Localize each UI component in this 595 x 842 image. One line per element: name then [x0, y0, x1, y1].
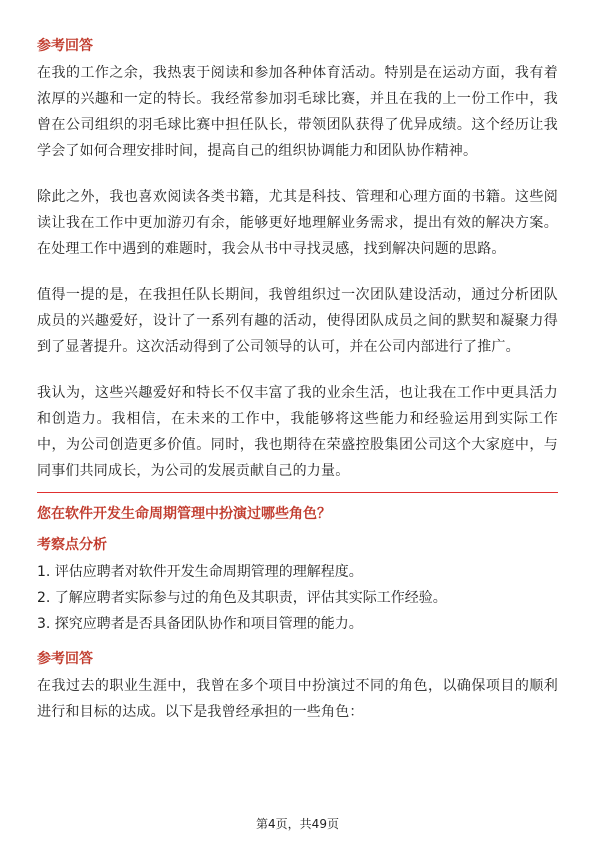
answer-paragraph-4: 我认为，这些兴趣爱好和特长不仅丰富了我的业余生活，也让我在工作中更具活力和创造力。我相信，在未来的工作中，我能够将这些能力和经验运用到实际工作中，为公司创造更多价值。同时，我也期待在荣盛控股集团公司这个大家庭中，与同事们共同成长，为公司的发展贡献自己的力量。	[37, 385, 558, 479]
answer-heading-2: 参考回答	[37, 651, 93, 667]
answer-paragraph-2: 除此之外，我也喜欢阅读各类书籍，尤其是科技、管理和心理方面的书籍。这些阅读让我在工作中更加游刃有余，能够更好地理解业务需求，提出有效的解决方案。在处理工作中遇到的难题时，我会从书中寻找灵感，找到解决问题的思路。	[37, 189, 558, 257]
section-divider	[37, 492, 558, 493]
answer-paragraph-5: 在我过去的职业生涯中，我曾在多个项目中扮演过不同的角色，以确保项目的顺利进行和目标的达成。以下是我曾经承担的一些角色：	[37, 678, 558, 720]
analysis-item: 3. 探究应聘者是否具备团队协作和项目管理的能力。	[37, 616, 363, 632]
answer-paragraph-3: 值得一提的是，在我担任队长期间，我曾组织过一次团队建设活动，通过分析团队成员的兴趣爱好，设计了一系列有趣的活动，使得团队成员之间的默契和凝聚力得到了显著提升。这次活动得到了公司领导的认可，并在公司内部进行了推广。	[37, 287, 558, 355]
analysis-heading: 考察点分析	[37, 537, 107, 553]
page-number: 第4页，共49页	[256, 817, 339, 831]
analysis-item: 2. 了解应聘者实际参与过的角色及其职责，评估其实际工作经验。	[37, 590, 447, 606]
analysis-list	[37, 559, 558, 637]
analysis-item: 1. 评估应聘者对软件开发生命周期管理的理解程度。	[37, 564, 363, 580]
question-title: 您在软件开发生命周期管理中扮演过哪些角色？	[37, 506, 331, 522]
answer-heading: 参考回答	[37, 38, 93, 54]
answer-paragraph-1: 在我的工作之余，我热衷于阅读和参加各种体育活动。特别是在运动方面，我有着浓厚的兴趣和一定的特长。我经常参加羽毛球比赛，并且在我的上一份工作中，我曾在公司组织的羽毛球比赛中担任队长，带领团队获得了优异成绩。这个经历让我学会了如何合理安排时间，提高自己的组织协调能力和团队协作精神。	[37, 65, 558, 159]
document-page	[37, 36, 558, 725]
